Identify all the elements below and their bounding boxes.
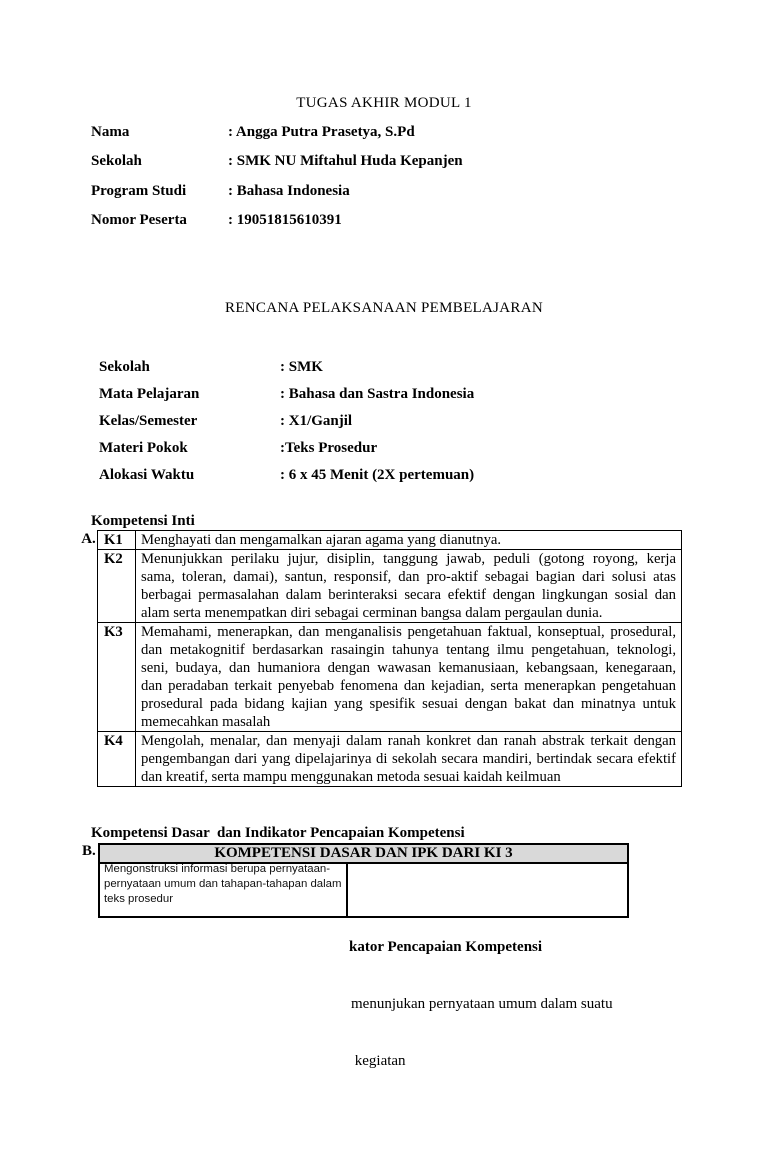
kompetensi-code: K3 — [98, 623, 136, 731]
info-label: Sekolah — [91, 153, 142, 170]
description-line: memecahkan masalah — [141, 714, 271, 730]
info-value: : SMK — [280, 359, 323, 375]
info-label: Nomor Peserta — [91, 211, 187, 228]
info-row-sekolah — [99, 358, 323, 385]
table-row-k2 — [98, 550, 682, 623]
info-row-nomor-peserta — [91, 211, 342, 240]
info-label: Kelas/Semester — [99, 413, 198, 429]
section-title: Kompetensi Inti — [91, 513, 195, 529]
section-marker: A. — [81, 531, 96, 547]
table-row-k4 — [98, 732, 682, 787]
description-line: berbagai permasalahan dalam berinteraksi secara efektif dengan lingkungan sosial dan — [141, 587, 676, 603]
description-line: prosedural pada bidang kajian yang spesifik sesuai dengan bakat dan minatnya untuk — [141, 696, 676, 712]
lesson-plan-info — [99, 358, 475, 493]
description-line: Memahami, menerapkan, dan menganalisis pengetahuan faktual, konseptual, prosedural, — [141, 624, 676, 640]
info-row-program-studi — [91, 182, 350, 211]
info-value: : 6 x 45 Menit (2X pertemuan) — [280, 467, 475, 483]
info-label: Program Studi — [91, 182, 187, 199]
description-line: seni, budaya, dan humaniora dengan wawasan kemanusiaan, kebangsaan, kenegaraan, — [141, 660, 676, 676]
kompetensi-code: K4 — [98, 732, 136, 786]
description-line: Menunjukkan perilaku jujur, disiplin, tanggung jawab, peduli (gotong royong, kerja — [141, 551, 676, 567]
kompetensi-inti-table — [97, 530, 682, 787]
info-row-nama — [91, 123, 415, 152]
info-value: : X1/Ganjil — [280, 413, 353, 429]
kompetensi-dasar-cell — [100, 864, 348, 916]
indikator-line: menunjukan pernyataan umum dalam suatu — [351, 996, 613, 1012]
description-line: Menghayati dan mengamalkan ajaran agama yang dianutnya. — [141, 532, 502, 548]
info-label: Sekolah — [99, 359, 150, 375]
info-row-sekolah — [91, 152, 463, 181]
info-value: : Bahasa Indonesia — [228, 182, 350, 199]
rpp-title: RENCANA PELAKSANAAN PEMBELAJARAN — [225, 300, 543, 316]
description-line: dan peradaban terkait penyebab fenomena dan kejadian, serta menerapkan pengetahuan — [141, 678, 676, 694]
section-title: Kompetensi Dasar dan Indikator Pencapaian Kompetensi — [91, 825, 465, 841]
info-row-mata-pelajaran — [99, 385, 475, 412]
kompetensi-description — [136, 623, 682, 731]
info-label: Materi Pokok — [99, 440, 188, 456]
kd-line: teks prosedur — [104, 893, 174, 905]
kompetensi-code: K2 — [98, 550, 136, 622]
info-value: : Bahasa dan Sastra Indonesia — [280, 386, 475, 402]
kompetensi-description — [136, 732, 682, 786]
description-line: sama, toleran, damai), santun, responsif, dan pro-aktif sebagai bagian dari solusi atas — [141, 569, 676, 585]
kd-ipk-table-header: KOMPETENSI DASAR DAN IPK DARI KI 3 — [100, 845, 627, 864]
description-line: pengembangan dari yang dipelajarinya di sekolah secara mandiri, bertindak secara efektif — [141, 751, 676, 767]
table-row-k3 — [98, 623, 682, 732]
document-title: TUGAS AKHIR MODUL 1 — [296, 95, 472, 111]
table-row-k1 — [98, 531, 682, 550]
description-line: alam serta menempatkan diri sebagai cerminan bangsa dalam pergaulan dunia. — [141, 605, 603, 621]
section-marker: B. — [82, 843, 96, 859]
description-line: dan kreatif, serta mampu menggunakan metoda sesuai kaidah keilmuan — [141, 769, 561, 785]
info-row-alokasi-waktu — [99, 466, 475, 493]
kompetensi-description — [136, 531, 682, 549]
kd-line: Mengonstruksi informasi berupa pernyataan- — [104, 863, 331, 875]
table-row — [100, 863, 627, 1069]
participant-info — [91, 123, 463, 240]
info-label: Alokasi Waktu — [99, 467, 195, 483]
description-line: Mengolah, menalar, dan menyaji dalam ranah konkret dan ranah abstrak terkait dengan — [141, 733, 676, 749]
info-row-kelas-semester — [99, 412, 353, 439]
kompetensi-description — [136, 550, 682, 622]
kd-line: pernyataan umum dan tahapan-tahapan dalam — [104, 878, 342, 890]
description-line: dan metakognitif berdasarkan rasaingin tahunya tentang ilmu pengetahuan, teknologi, — [141, 642, 676, 658]
info-value: : 19051815610391 — [228, 211, 342, 228]
info-row-materi-pokok — [99, 439, 378, 466]
info-value: : SMK NU Miftahul Huda Kepanjen — [228, 153, 463, 170]
indikator-line: kegiatan — [351, 1053, 406, 1069]
indikator-heading: kator Pencapaian Kompetensi — [349, 939, 543, 955]
indikator-cell — [348, 864, 627, 1069]
info-value: : Angga Putra Prasetya, S.Pd — [228, 124, 415, 140]
info-label: Nama — [91, 124, 130, 140]
kd-ipk-table — [98, 843, 629, 1069]
info-value: :Teks Prosedur — [280, 440, 378, 456]
kompetensi-code: K1 — [98, 531, 136, 549]
info-label: Mata Pelajaran — [99, 386, 200, 402]
